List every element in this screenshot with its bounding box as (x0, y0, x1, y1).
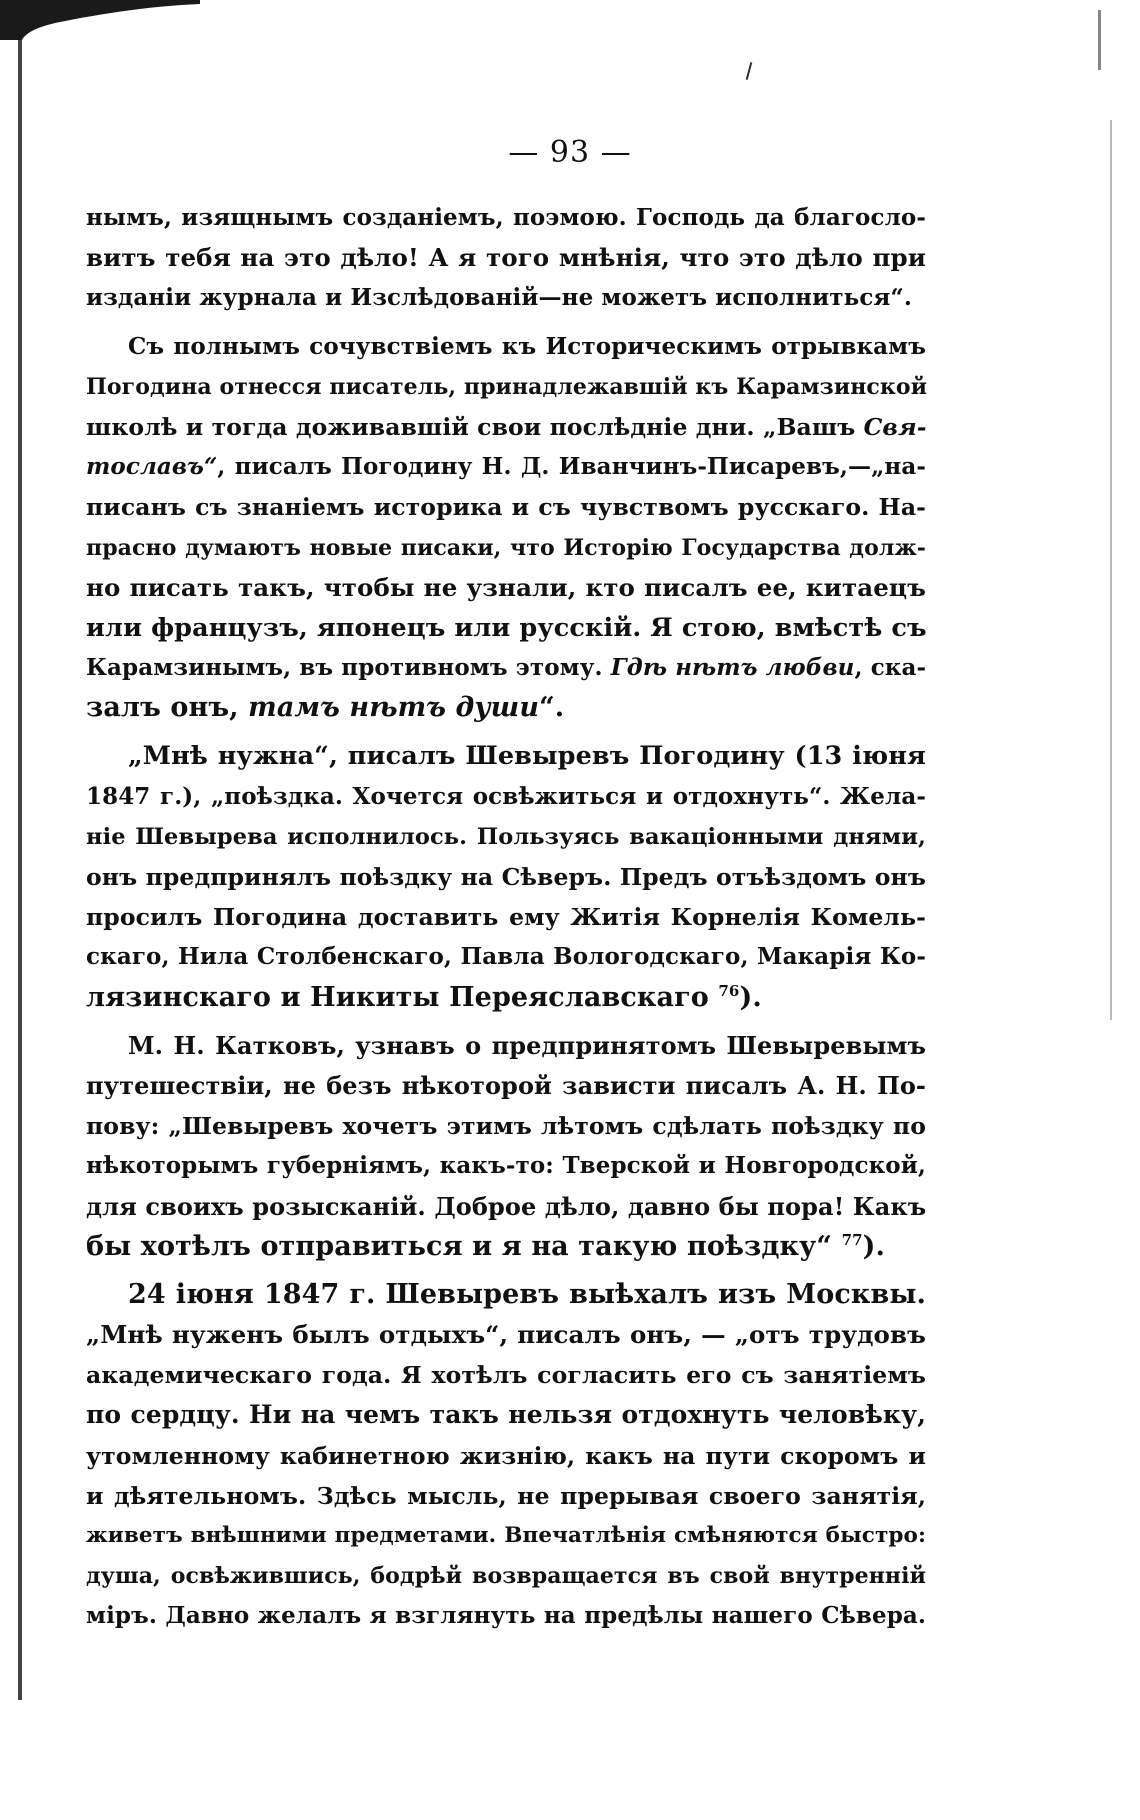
text-line: академическаго года. Я хотѣлъ согласить его съ занятіемъ (86, 1361, 926, 1390)
text-line: онъ предпринялъ поѣздку на Сѣверъ. Предъ отъѣздомъ онъ (86, 863, 926, 891)
page-number: — 93 — (508, 135, 632, 170)
text-line: или французъ, японецъ или русскій. Я стою, вмѣстѣ съ (86, 612, 927, 643)
text-line: пову: „Шевыревъ хочетъ этимъ лѣтомъ сдѣлать поѣздку по (86, 1112, 926, 1141)
text-line: утомленному кабинетною жизнію, какъ на пути скоромъ и (86, 1441, 926, 1470)
footnote-ref: 77 (841, 1230, 863, 1249)
text-line: витъ тебя на это дѣло! А я того мнѣнія, что это дѣло при (86, 243, 926, 273)
italic-title: Свя- (863, 412, 927, 441)
text-line: душа, освѣжившись, бодрѣй возвращается въ свой внутренній (86, 1563, 926, 1590)
scan-border-left (18, 40, 22, 1700)
text-line: скаго, Нила Столбенскаго, Павла Вологодскаго, Макарія Ко- (86, 943, 926, 971)
text-line: для своихъ розысканій. Доброе дѣло, давно бы пора! Какъ (86, 1191, 927, 1221)
scan-speck (1098, 10, 1101, 70)
text-line: писанъ съ знаніемъ историка и съ чувствомъ русскаго. На- (86, 493, 926, 522)
text-segment: бы хотѣлъ отправиться и я на такую поѣздку“ (86, 1230, 842, 1262)
text-line: „Мнѣ нуженъ былъ отдыхъ“, писалъ онъ, — „отъ трудовъ (86, 1320, 926, 1350)
scan-corner-shape (0, 0, 200, 40)
text-line (86, 1227, 926, 1267)
text-segment: , писалъ Погодину Н. Д. Иванчинъ-Писаревъ,—„на- (217, 453, 926, 481)
text-line: и дѣятельномъ. Здѣсь мысль, не прерывая своего занятія, (86, 1481, 926, 1510)
text-line: просилъ Погодина доставить ему Житія Корнелія Комель- (86, 903, 926, 932)
text-line: по сердцу. Ни на чемъ такъ нельзя отдохнуть человѣку, (86, 1400, 926, 1430)
text-segment: , ска- (854, 654, 927, 682)
text-segment: ). (739, 981, 762, 1013)
text-line: „Мнѣ нужна“, писалъ Шевыревъ Погодину (13 іюня (128, 741, 926, 772)
text-line: міръ. Давно желалъ я взглянуть на предѣлы нашего Сѣвера. (86, 1602, 926, 1630)
text-line: но писать такъ, чтобы не узнали, кто писалъ ее, китаецъ (86, 572, 926, 602)
text-line: живетъ внѣшними предметами. Впечатлѣнія смѣняются быстро: (86, 1523, 926, 1548)
text-line: 24 іюня 1847 г. Шевыревъ выѣхалъ изъ Москвы. (128, 1278, 926, 1310)
text-line (86, 648, 926, 688)
text-line: нымъ, изящнымъ созданіемъ, поэмою. Господь да благосло- (86, 204, 926, 231)
text-line: Съ полнымъ сочувствіемъ къ Историческимъ отрывкамъ (128, 332, 926, 360)
footnote-ref: 76 (718, 981, 740, 1000)
scan-speck (1110, 120, 1112, 1020)
text-line: Погодина отнесся писатель, принадлежавшій къ Карамзинской (86, 373, 928, 400)
italic-title: тославъ“ (86, 453, 218, 481)
scan-border-corner (0, 0, 200, 40)
text-line: изданіи журнала и Изслѣдованій—не можетъ исполниться“. (86, 284, 912, 312)
text-line: ніе Шевырева исполнилось. Пользуясь вакаціонными днями, (86, 823, 926, 850)
text-segment: залъ онъ, (86, 692, 249, 724)
text-segment: школѣ и тогда доживавшій свои послѣдніе дни. „Вашъ (86, 412, 864, 441)
text-line: нѣкоторымъ губерніямъ, какъ-то: Тверской и Новгородской, (86, 1152, 926, 1180)
text-segment: Карамзинымъ, въ противномъ этому. (86, 654, 611, 682)
text-segment: “. (539, 692, 565, 724)
text-line (86, 978, 926, 1018)
text-line (86, 447, 926, 487)
text-line (86, 407, 926, 447)
text-line: прасно думаютъ новые писаки, что Исторію Государства долж- (86, 534, 926, 561)
text-line: 1847 г.), „поѣздка. Хочется освѣжиться и отдохнуть“. Жела- (86, 782, 926, 810)
italic-quote: Гдѣ нѣтъ любви (610, 654, 855, 682)
text-line: путешествіи, не безъ нѣкоторой зависти писалъ А. Н. По- (86, 1070, 926, 1100)
text-line (86, 688, 926, 728)
scan-speck (746, 62, 753, 80)
body-text (86, 198, 926, 1637)
text-segment: ). (862, 1230, 886, 1262)
text-segment: лязинскаго и Никиты Переяславскаго (86, 981, 719, 1013)
text-line: М. Н. Катковъ, узнавъ о предпринятомъ Шевыревымъ (128, 1030, 926, 1060)
italic-quote: тамъ нѣтъ души (248, 692, 540, 724)
